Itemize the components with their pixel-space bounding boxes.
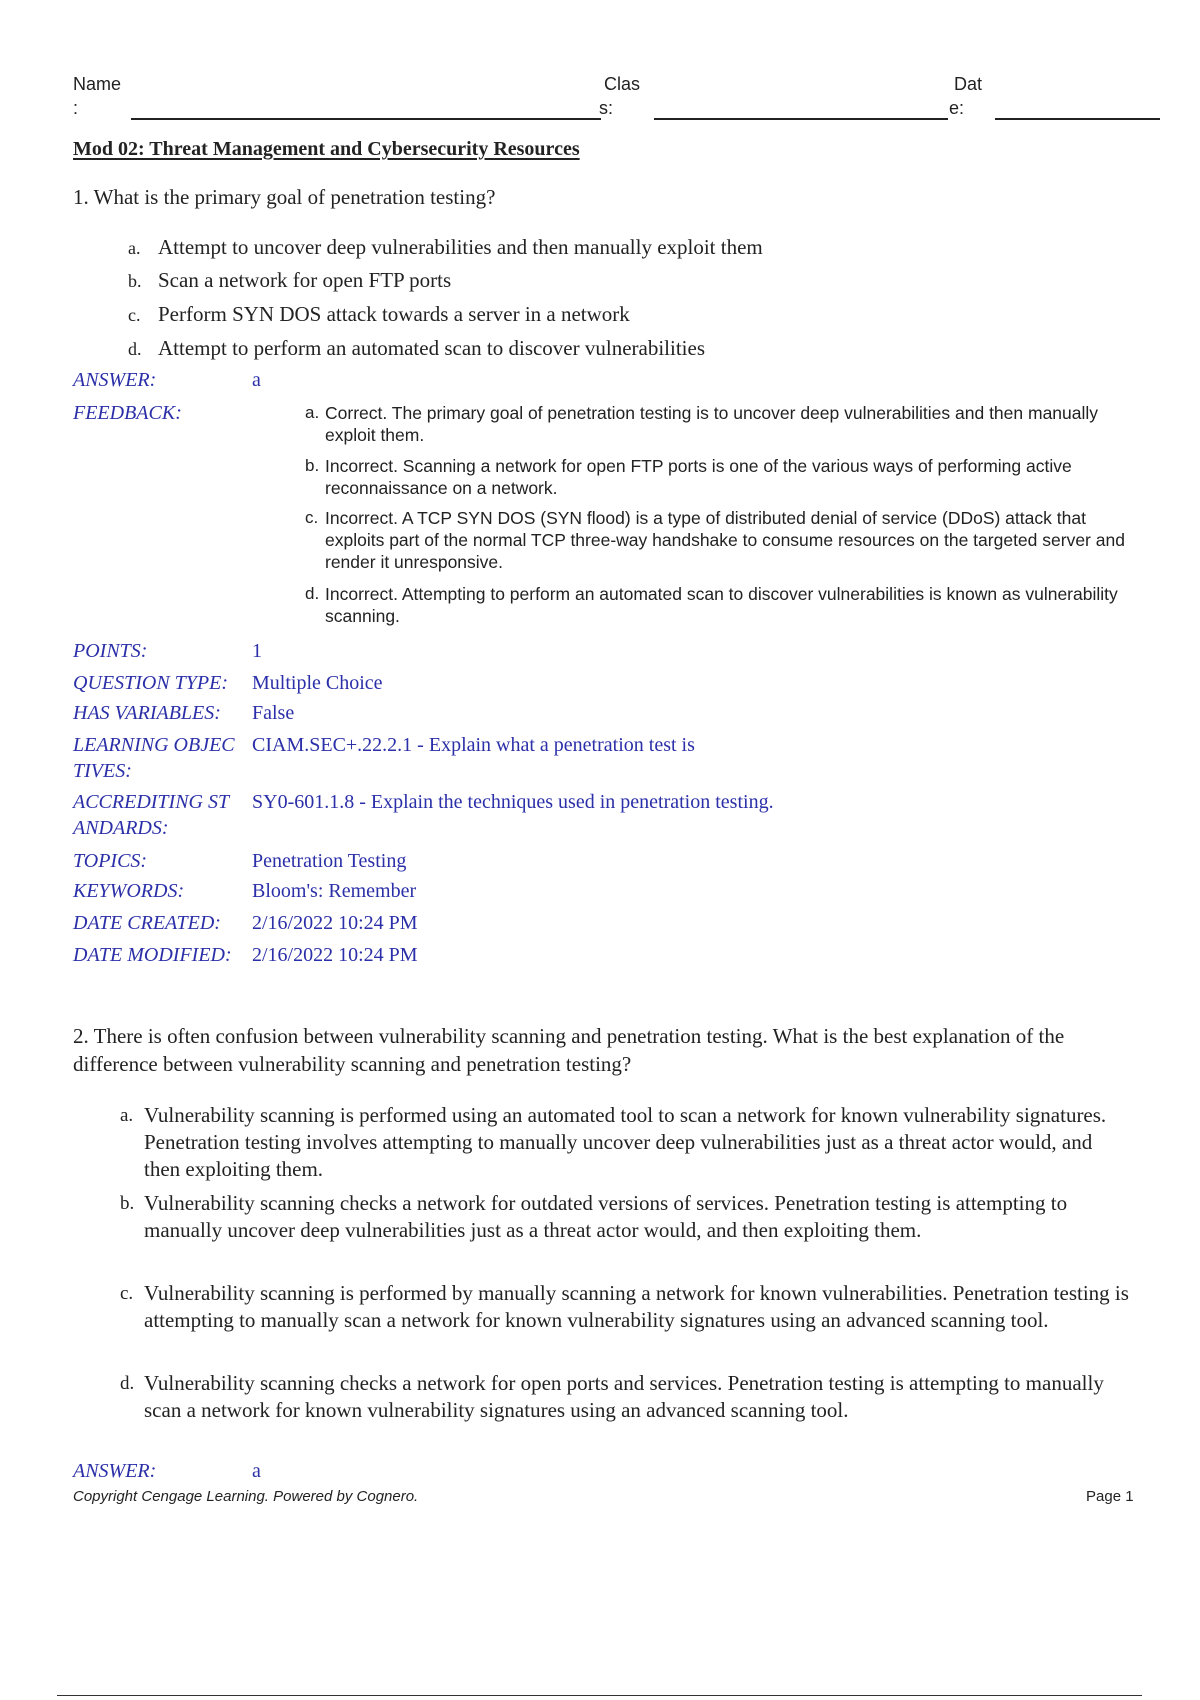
option-text: Vulnerability scanning checks a network for outdated versions of services. Penetration testing is attempting to manually uncover deep vulnerabilities just as a threat actor would, and then exploiting them. xyxy=(144,1191,1068,1242)
question-2-option-c xyxy=(120,1280,1130,1334)
option-letter: c. xyxy=(120,1283,134,1304)
topics-label: TOPICS: xyxy=(73,850,148,872)
question-2-option-b xyxy=(120,1190,1130,1244)
footer-copyright: Copyright Cengage Learning. Powered by Cognero. xyxy=(73,1488,419,1505)
date-field-line[interactable] xyxy=(995,118,1160,120)
class-field-line[interactable] xyxy=(654,118,948,120)
question-type-label: QUESTION TYPE: xyxy=(73,672,229,694)
answer-value: a xyxy=(252,369,261,391)
feedback-letter: c. xyxy=(305,508,319,527)
feedback-label: FEEDBACK: xyxy=(73,402,182,424)
feedback-text: Incorrect. A TCP SYN DOS (SYN flood) is a type of distributed denial of service (DDoS) attack that exploits part of the normal TCP three-way handshake to consume resources on the targeted server and render it unresponsive. xyxy=(325,508,1125,572)
accrediting-standards-label-cont: ANDARDS: xyxy=(73,817,169,839)
option-text: Attempt to uncover deep vulnerabilities and then manually exploit them xyxy=(158,235,763,259)
question-2-answer-label: ANSWER: xyxy=(73,1460,157,1482)
feedback-item-c xyxy=(305,507,1125,573)
option-letter: b. xyxy=(128,271,142,291)
name-field-line[interactable] xyxy=(131,118,601,120)
feedback-letter: a. xyxy=(305,403,320,422)
accrediting-standards-value: SY0-601.1.8 - Explain the techniques used in penetration testing. xyxy=(252,791,774,813)
points-label: POINTS: xyxy=(73,640,148,662)
question-1-option-b xyxy=(128,266,451,295)
feedback-item-d xyxy=(305,583,1125,627)
learning-objectives-label: LEARNING OBJEC xyxy=(73,734,235,756)
feedback-letter: d. xyxy=(305,584,320,603)
points-value: 1 xyxy=(252,640,262,662)
learning-objectives-label-cont: TIVES: xyxy=(73,760,132,782)
option-text: Attempt to perform an automated scan to discover vulnerabilities xyxy=(158,336,706,360)
feedback-item-a xyxy=(305,402,1125,446)
date-label: Dat xyxy=(954,74,983,94)
question-2-option-a xyxy=(120,1102,1130,1183)
option-text: Vulnerability scanning checks a network for open ports and services. Penetration testing is attempting to manually scan a network for known vulnerability signatures using an advanced scanning tool. xyxy=(144,1371,1104,1422)
class-label-suffix: s: xyxy=(599,98,614,118)
question-1-option-d xyxy=(128,334,705,363)
option-text: Vulnerability scanning is performed by manually scanning a network for known vulnerabilities. Penetration testing is attempting to manually scan a network for known vulnerability signatures using an advanced scanning tool. xyxy=(144,1281,1129,1332)
page-number: Page 1 xyxy=(1086,1488,1134,1505)
learning-objectives-value: CIAM.SEC+.22.2.1 - Explain what a penetration test is xyxy=(252,734,695,756)
feedback-item-b xyxy=(305,455,1125,499)
question-2-answer-value: a xyxy=(252,1460,261,1482)
class-label: Clas xyxy=(604,74,641,94)
question-2-option-d xyxy=(120,1370,1130,1424)
page-bottom-rule xyxy=(57,1695,1142,1696)
topics-value: Penetration Testing xyxy=(252,850,407,872)
date-label-suffix: e: xyxy=(949,98,965,118)
feedback-letter: b. xyxy=(305,456,320,475)
module-title: Mod 02: Threat Management and Cybersecurity Resources xyxy=(73,138,580,160)
option-letter: d. xyxy=(128,339,142,359)
keywords-label: KEYWORDS: xyxy=(73,880,185,902)
question-2-text: 2. There is often confusion between vulnerability scanning and penetration testing. What is the best explanation of the difference between vulnerability scanning and penetration testing? xyxy=(73,1024,1065,1076)
feedback-text: Incorrect. Attempting to perform an automated scan to discover vulnerabilities is known as vulnerability scanning. xyxy=(325,584,1118,626)
question-type-value: Multiple Choice xyxy=(252,672,383,694)
date-modified-value: 2/16/2022 10:24 PM xyxy=(252,944,418,966)
option-text: Perform SYN DOS attack towards a server in a network xyxy=(158,302,630,326)
keywords-value: Bloom's: Remember xyxy=(252,880,417,902)
option-letter: b. xyxy=(120,1193,135,1214)
question-1-text: 1. What is the primary goal of penetration testing? xyxy=(73,185,496,209)
has-variables-value: False xyxy=(252,702,295,724)
name-label-colon: : xyxy=(73,98,79,118)
date-created-label: DATE CREATED: xyxy=(73,912,221,934)
date-modified-label: DATE MODIFIED: xyxy=(73,944,232,966)
question-1-option-a xyxy=(128,233,763,262)
option-letter: a. xyxy=(128,238,141,258)
question-1-option-c xyxy=(128,300,630,329)
name-label: Name xyxy=(73,74,122,94)
has-variables-label: HAS VARIABLES: xyxy=(73,702,221,724)
option-letter: d. xyxy=(120,1373,135,1394)
option-letter: a. xyxy=(120,1105,134,1126)
accrediting-standards-label: ACCREDITING ST xyxy=(73,791,230,813)
option-letter: c. xyxy=(128,305,141,325)
feedback-text: Correct. The primary goal of penetration testing is to uncover deep vulnerabilities and then manually exploit them. xyxy=(325,403,1099,445)
feedback-text: Incorrect. Scanning a network for open FTP ports is one of the various ways of performing active reconnaissance on a network. xyxy=(325,456,1072,498)
option-text: Vulnerability scanning is performed using an automated tool to scan a network for known vulnerability signatures. Penetration testing involves attempting to manually uncover deep vulnerabilities just as a threat actor would, and then exploiting them. xyxy=(144,1103,1107,1181)
date-created-value: 2/16/2022 10:24 PM xyxy=(252,912,418,934)
option-text: Scan a network for open FTP ports xyxy=(158,268,452,292)
answer-label: ANSWER: xyxy=(73,369,157,391)
